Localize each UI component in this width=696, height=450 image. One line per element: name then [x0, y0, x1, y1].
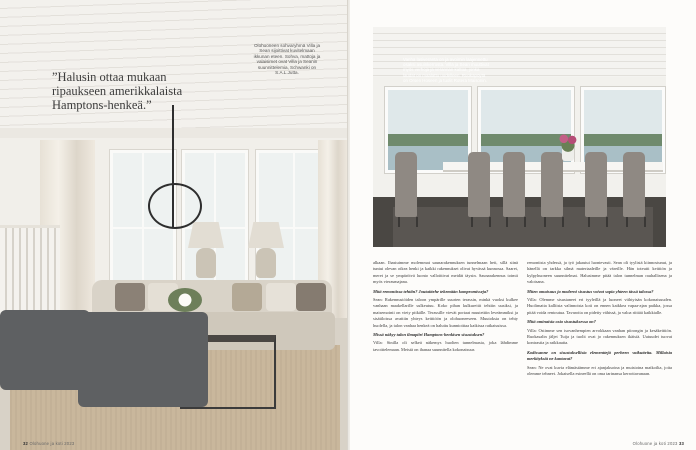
- armchair: [78, 312, 208, 407]
- text-column-2: [527, 260, 672, 380]
- body-paragraph: alkaan. Ihastuimme molemmat saunarakennuksen tunnelmaan heti, sillä siinä tuntui olevan oikea henki ja kaikki rakennukset olivat hyvässä kunnossa. Saaret, meret ja se ympäröivä luonto valloittivat meidät täysin. Saunarakennus toimii myös vierasmajana.: [373, 260, 518, 285]
- folio-text: Olohuone ja koti 2023: [29, 441, 75, 446]
- pillow: [115, 283, 145, 311]
- page-folio: [23, 441, 74, 446]
- dining-chair: [468, 152, 490, 217]
- armchair: [0, 310, 90, 390]
- interview-question: Miten omaisuus ja moderni sisustus voivat sopia yhteen tässä talossa?: [527, 288, 654, 294]
- photo-caption: Vanha lasiveranta on ja avoimin laajennettu osaksi asuinkerrosta. Villa ja Sean muuttivat myös verhoja ja verannan kattoa, jonka laudat on maalattu uudelleen. Ruokapöytä on Orsen Hoseen ja tuolit Rotera Maisonin.: [403, 57, 489, 83]
- body-paragraph: Sean: Ne ovat kuvia elämästämme eri ajanjaksoina ja muistoina matkoilta, joita olemme tehneet. Jokaisella esineellä on oma tarinansa kerrottavanaan.: [527, 364, 672, 377]
- chandelier: [148, 183, 202, 229]
- pillow: [296, 283, 326, 311]
- table-lamp: [188, 222, 224, 248]
- body-paragraph: Villa: Ostimme sen isovanhempien arvokkaan vanhan piirongin ja kesäkeittiön. Ruokasalin jäljet Tuija ja tuolit ovat jo rakennuksen ikäisiä. Uutuudet tuovat kontrastia ja raikkautta.: [527, 327, 672, 346]
- dining-chair: [585, 152, 607, 217]
- page-number: 33: [678, 441, 684, 446]
- interview-question: Kodissanne on sisustuksellisia elementtejä perheen vaikutteita. Millaisia merkityksiä ne kantavat?: [527, 349, 672, 362]
- dining-chair: [541, 152, 563, 217]
- right-page: [350, 0, 696, 450]
- dining-chair: [503, 152, 525, 217]
- dining-room-photo: [373, 27, 666, 247]
- body-paragraph: Villa: Sinilla oli selkeä näkemys huolten tunnelmasta, joka lähdimme tavoittelemaan. Meistä on ihanaa suunnitella kokonaisuus: [373, 340, 518, 352]
- photo-caption: Olohuoneen sohvaryhmä Villa ja Sean sijoittivat kuvitelmaan ikkunan eteen. Sohva, mattoja ja valaisimet ovat Villa ja Seanin suunnittelemia, Schwanki on S.A.L.Jutta.: [253, 43, 321, 76]
- table-lamp: [248, 222, 284, 248]
- body-paragraph: remontista yhdessä, ja työ jakautui luontevasti. Sean oli tyylistä kiinnostunut, ja hänellä on tarkka silmä materiaaleille ja väreille. Hän toteutti keittiön ja kylpyhuoneen suunnitelmat. Halusimme pitää talon tunnelman rauhallisena ja valoisana.: [527, 260, 672, 285]
- page-folio: [633, 441, 684, 446]
- dining-chair: [623, 152, 645, 217]
- pillow: [232, 283, 262, 311]
- body-paragraph: Villa: Olemme sisustaneet eri tyyleillä ja luoneet viihtyisän kokonaisuuden. Huolimatta kalliista valinnoista koti on ennen kaikkea vapaa-ajan paikka, jossa pitää voida rentoutua. Tavaroita on pidetty vähissä, ja valoa riittää kaikkialle.: [527, 297, 672, 315]
- interview-question: Missä näkyy talon ilmapiiri Hamptons-henkisen sisustuksen?: [373, 332, 485, 338]
- page-number: 32: [23, 441, 29, 446]
- flower-plant: [168, 288, 202, 312]
- dining-chair: [395, 152, 417, 217]
- pillow: [266, 283, 296, 311]
- body-paragraph: Sean: Rakennustöiden taloon ympärille suurten terassin, minkä vuoksi kulkee vanhaan maakellarille sulkeutuu. Koko pihan kulkureitit tehtiin uusiksi, ja maisemointi on viety pitkälle. Terassille vievät portaat muutettiin leveämmiksi ja sisätiloissa avattiin yhteys keittiöön ja olohuoneeseen. Muutoksia on tehty huolella, ja talon vanhaa henkeä on haluttu kunnioittaa kaikissa ratkaisuissa.: [373, 297, 518, 328]
- pull-quote: ”Halusin ottaa mukaan ripaukseen amerikkalaista Hamptons-henkeä.”: [52, 70, 183, 112]
- interview-question: Mitä remontissa tehtiin? Joutuittehe tekemään kompromisseja?: [373, 288, 489, 294]
- folio-text: Olohuone ja koti 2023: [632, 441, 678, 446]
- flower-bouquet: [554, 130, 582, 152]
- text-column-1: [373, 260, 518, 355]
- interview-question: Mitä ominaisia osia sisustuksessa on?: [527, 319, 596, 325]
